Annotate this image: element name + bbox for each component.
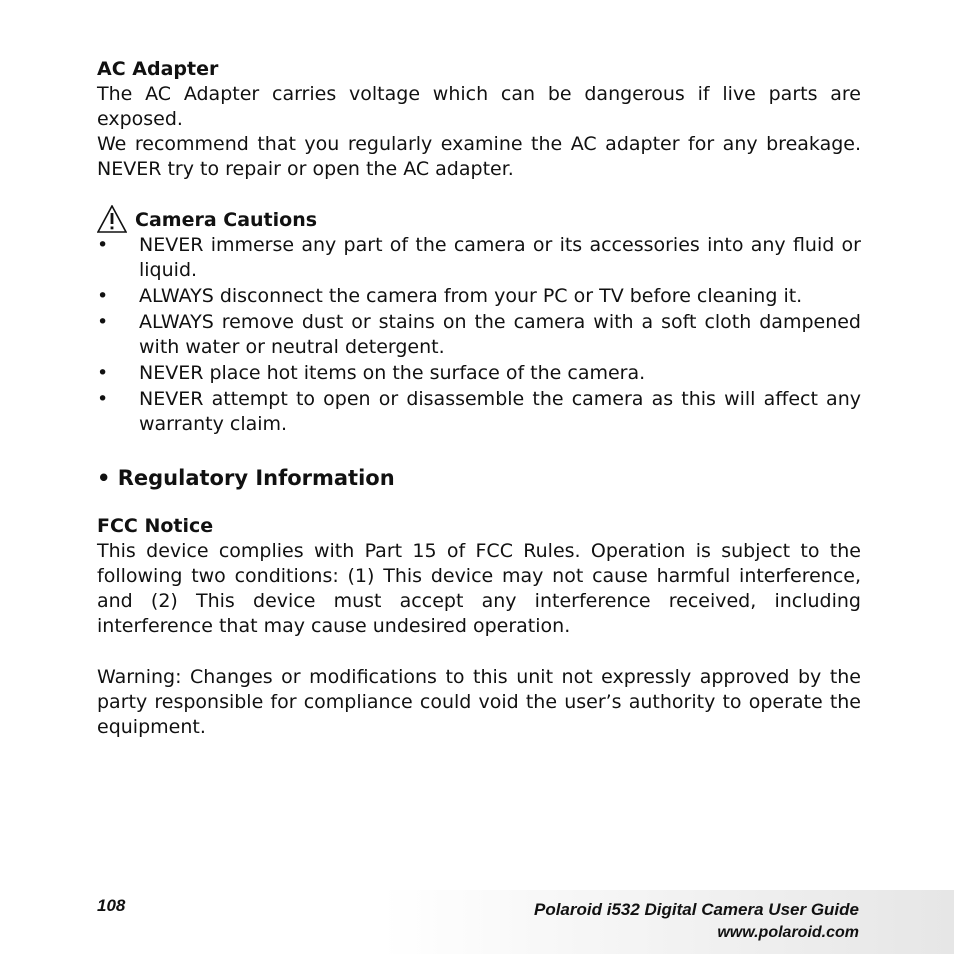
- camera-cautions-list: [97, 233, 861, 437]
- bullet-dot: •: [97, 388, 109, 410]
- ac-adapter-heading: AC Adapter: [97, 58, 219, 80]
- warning-triangle-icon: [97, 205, 127, 233]
- website-url: www.polaroid.com: [717, 924, 859, 941]
- bullet-dot: •: [97, 234, 109, 256]
- ac-adapter-paragraph-2: We recommend that you regularly examine the AC adapter for any breakage. NEVER try to repair or open the AC adapter.: [97, 133, 861, 180]
- spacer: [97, 182, 861, 204]
- page-footer: [0, 890, 954, 954]
- fcc-warning-paragraph: Warning: Changes or modifications to this unit not expressly approved by the party responsible for compliance could void the user’s authority to operate the equipment.: [97, 666, 861, 738]
- spacer: [97, 492, 861, 514]
- ac-adapter-paragraph-1: The AC Adapter carries voltage which can be dangerous if live parts are exposed.: [97, 83, 861, 130]
- fcc-notice-paragraph: This device complies with Part 15 of FCC Rules. Operation is subject to the following two conditions: (1) This device may not cause harmful interference, and (2) This device must accept any interference received, including interference that may cause undesired operation.: [97, 540, 861, 637]
- page-content: [97, 57, 861, 740]
- bullet-dot: •: [97, 362, 109, 384]
- list-item: [97, 233, 861, 283]
- guide-title: Polaroid i532 Digital Camera User Guide: [533, 900, 859, 919]
- bullet-dot: •: [97, 311, 109, 333]
- list-item-text: NEVER attempt to open or disassemble the camera as this will affect any warranty claim.: [139, 388, 861, 435]
- list-item-text: ALWAYS disconnect the camera from your PC or TV before cleaning it.: [139, 285, 803, 307]
- fcc-notice-heading: FCC Notice: [97, 515, 214, 537]
- page-number: 108: [97, 896, 126, 915]
- spacer: [97, 639, 861, 665]
- list-item-text: NEVER immerse any part of the camera or its accessories into any fluid or liquid.: [139, 234, 861, 281]
- list-item: [97, 284, 861, 309]
- bullet-dot: •: [97, 285, 109, 307]
- camera-cautions-header: [97, 204, 861, 233]
- list-item-text: NEVER place hot items on the surface of the camera.: [139, 362, 646, 384]
- list-item-text: ALWAYS remove dust or stains on the camera with a soft cloth dampened with water or neutral detergent.: [139, 311, 861, 358]
- list-item: [97, 310, 861, 360]
- camera-cautions-heading: Camera Cautions: [135, 209, 318, 231]
- regulatory-information-title: • Regulatory Information: [97, 466, 395, 490]
- spacer: [97, 438, 861, 464]
- list-item: [97, 361, 861, 386]
- list-item: [97, 387, 861, 437]
